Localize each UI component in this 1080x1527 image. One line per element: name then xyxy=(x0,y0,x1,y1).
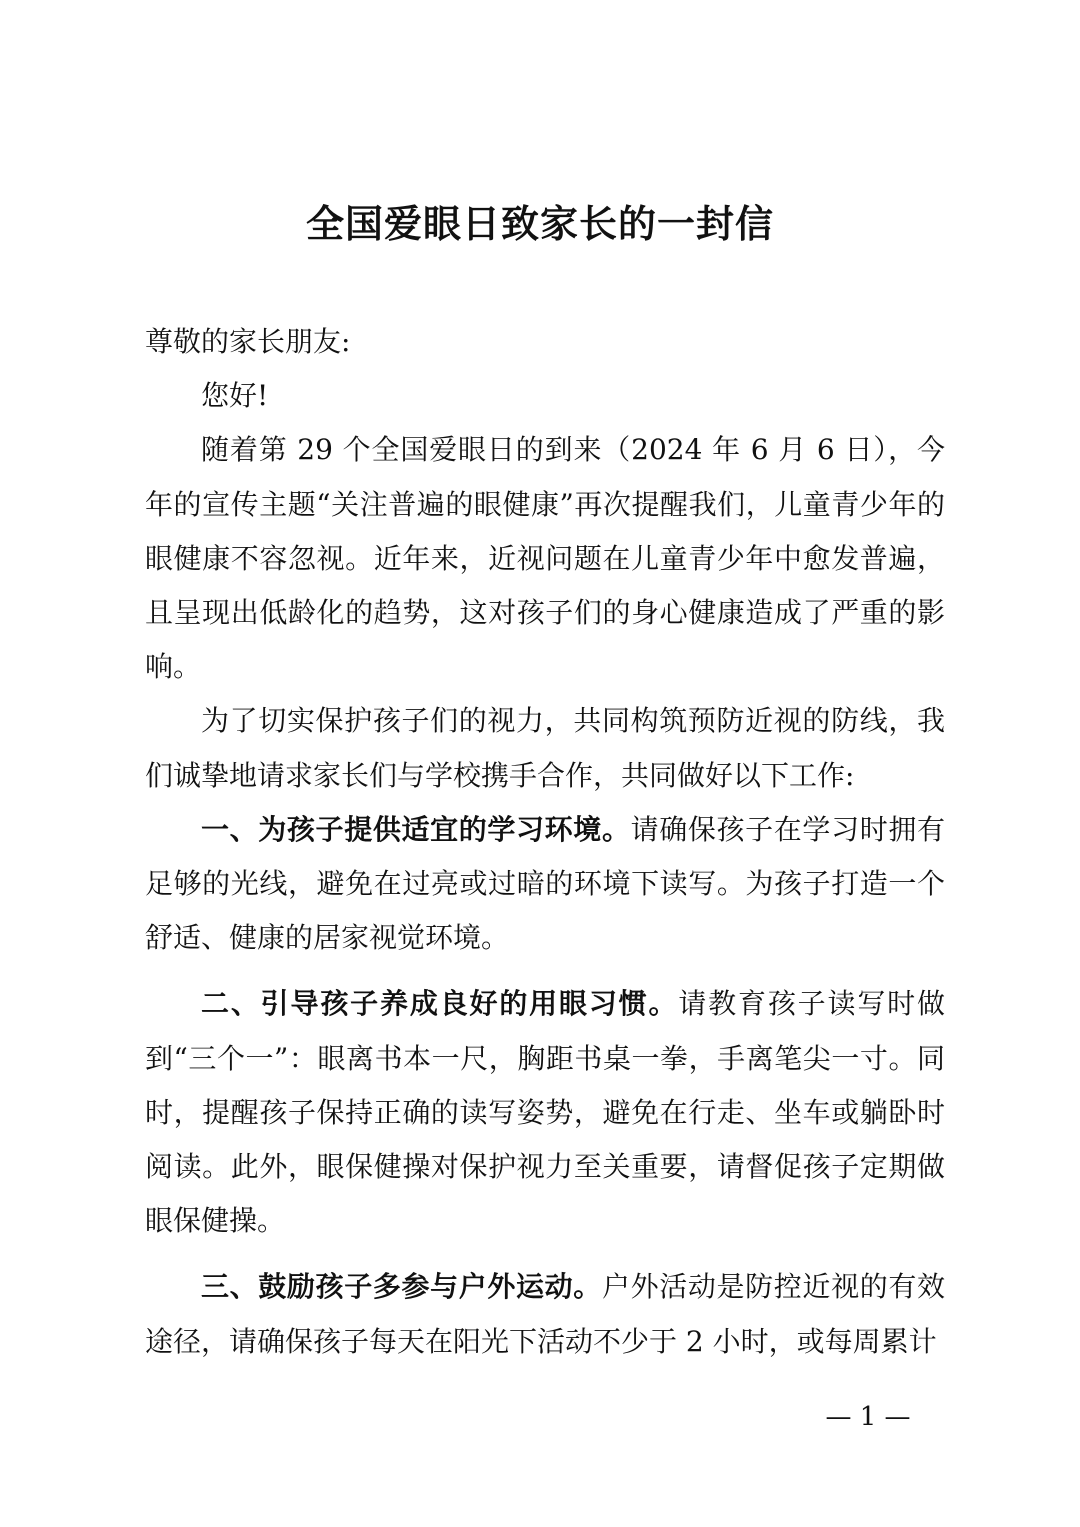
list-item-habits xyxy=(145,977,945,1248)
paragraph-intro: 随着第 29 个全国爱眼日的到来（2024 年 6 月 6 日），今年的宣传主题“关注普遍的眼健康”再次提醒我们，儿童青少年的眼健康不容忽视。近年来，近视问题在儿童青少年中愈发普遍，且呈现出低龄化的趋势，这对孩子们的身心健康造成了严重的影响。 xyxy=(145,433,945,684)
page-number: — 1 — xyxy=(825,1402,911,1432)
item-text: 请教育孩子读写时做到“三个一”：眼离书本一尺，胸距书桌一拳，手离笔尖一寸。同时，提醒孩子保持正确的读写姿势，避免在行走、坐车或躺卧时阅读。此外，眼保健操对保护视力至关重要，请督促孩子定期做眼保健操。 xyxy=(145,987,945,1238)
item-text: 户外活动是防控近视的有效途径，请确保孩子每天在阳光下活动不少于 2 小时，或每周累计 xyxy=(145,1270,945,1358)
salutation: 尊敬的家长朋友: xyxy=(145,325,351,358)
list-item-environment xyxy=(145,803,945,966)
item-heading: 二、引导孩子养成良好的用眼习惯。 xyxy=(201,987,679,1021)
list-item-outdoor xyxy=(145,1260,945,1368)
paragraph-request: 为了切实保护孩子们的视力，共同构筑预防近视的防线，我们诚挚地请求家长们与学校携手合作，共同做好以下工作: xyxy=(145,704,945,792)
greeting: 您好! xyxy=(201,379,269,413)
page-title: 全国爱眼日致家长的一封信 xyxy=(305,202,774,246)
letter-body xyxy=(145,315,945,1369)
item-heading: 一、为孩子提供适宜的学习环境。 xyxy=(201,812,631,846)
item-text: 请确保孩子在学习时拥有足够的光线，避免在过亮或过暗的环境下读写。为孩子打造一个舒适、健康的居家视觉环境。 xyxy=(145,812,945,955)
item-heading: 三、鼓励孩子多参与户外运动。 xyxy=(201,1270,602,1304)
